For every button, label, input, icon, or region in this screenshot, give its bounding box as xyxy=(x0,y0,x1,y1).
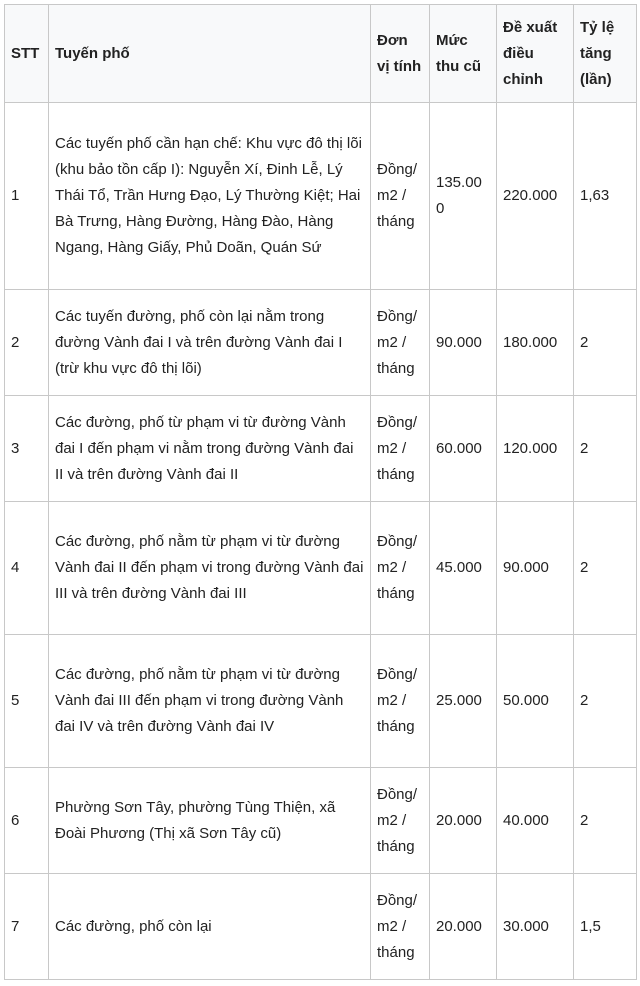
table-row xyxy=(5,103,637,290)
header-ratio: Tỷ lệ tăng (lần) xyxy=(574,5,637,103)
header-route: Tuyến phố xyxy=(49,5,371,103)
cell-unit: Đồng/ m2 / tháng xyxy=(371,502,430,635)
cell-stt: 7 xyxy=(5,874,49,980)
cell-proposed: 220.000 xyxy=(497,103,574,290)
cell-route: Các tuyến phố cần hạn chế: Khu vực đô thị lõi (khu bảo tồn cấp I): Nguyễn Xí, Đinh Lễ, Lý Thái Tổ, Trần Hưng Đạo, Lý Thường Kiệt; Hai Bà Trưng, Hàng Đường, Hàng Đào, Hàng Ngang, Hàng Giấy, Phủ Doãn, Quán Sứ xyxy=(49,103,371,290)
cell-old-rate: 25.000 xyxy=(430,635,497,768)
cell-proposed: 180.000 xyxy=(497,290,574,396)
cell-old-rate: 60.000 xyxy=(430,396,497,502)
table-body xyxy=(5,103,637,980)
fee-table xyxy=(4,4,637,980)
table-row xyxy=(5,290,637,396)
cell-stt: 5 xyxy=(5,635,49,768)
cell-route: Các tuyến đường, phố còn lại nằm trong đường Vành đai I và trên đường Vành đai I (trừ khu vực đô thị lõi) xyxy=(49,290,371,396)
table-row xyxy=(5,874,637,980)
header-row xyxy=(5,5,637,103)
cell-old-rate: 45.000 xyxy=(430,502,497,635)
table-row xyxy=(5,635,637,768)
header-stt: STT xyxy=(5,5,49,103)
cell-proposed: 30.000 xyxy=(497,874,574,980)
cell-old-rate: 20.000 xyxy=(430,768,497,874)
table-row xyxy=(5,396,637,502)
cell-old-rate: 20.000 xyxy=(430,874,497,980)
cell-ratio: 2 xyxy=(574,635,637,768)
cell-stt: 4 xyxy=(5,502,49,635)
cell-proposed: 40.000 xyxy=(497,768,574,874)
cell-ratio: 2 xyxy=(574,290,637,396)
cell-stt: 2 xyxy=(5,290,49,396)
header-old-rate: Mức thu cũ xyxy=(430,5,497,103)
cell-unit: Đồng/ m2 / tháng xyxy=(371,103,430,290)
cell-proposed: 50.000 xyxy=(497,635,574,768)
cell-unit: Đồng/ m2 / tháng xyxy=(371,768,430,874)
cell-ratio: 2 xyxy=(574,502,637,635)
cell-route: Phường Sơn Tây, phường Tùng Thiện, xã Đoài Phương (Thị xã Sơn Tây cũ) xyxy=(49,768,371,874)
table-row xyxy=(5,768,637,874)
table-row xyxy=(5,502,637,635)
table-header xyxy=(5,5,637,103)
cell-unit: Đồng/ m2 / tháng xyxy=(371,635,430,768)
cell-proposed: 120.000 xyxy=(497,396,574,502)
cell-unit: Đồng/ m2 / tháng xyxy=(371,874,430,980)
cell-stt: 3 xyxy=(5,396,49,502)
cell-proposed: 90.000 xyxy=(497,502,574,635)
cell-stt: 1 xyxy=(5,103,49,290)
cell-unit: Đồng/ m2 / tháng xyxy=(371,290,430,396)
cell-route: Các đường, phố nằm từ phạm vi từ đường Vành đai III đến phạm vi trong đường Vành đai IV và trên đường Vành đai IV xyxy=(49,635,371,768)
cell-route: Các đường, phố nằm từ phạm vi từ đường Vành đai II đến phạm vi trong đường Vành đai III và trên đường Vành đai III xyxy=(49,502,371,635)
header-unit: Đơn vị tính xyxy=(371,5,430,103)
cell-stt: 6 xyxy=(5,768,49,874)
cell-route: Các đường, phố còn lại xyxy=(49,874,371,980)
cell-route: Các đường, phố từ phạm vi từ đường Vành đai I đến phạm vi nằm trong đường Vành đai II và trên đường Vành đai II xyxy=(49,396,371,502)
cell-ratio: 1,63 xyxy=(574,103,637,290)
cell-unit: Đồng/ m2 / tháng xyxy=(371,396,430,502)
header-proposed: Đề xuất điều chỉnh xyxy=(497,5,574,103)
cell-ratio: 2 xyxy=(574,768,637,874)
cell-ratio: 2 xyxy=(574,396,637,502)
cell-old-rate: 90.000 xyxy=(430,290,497,396)
cell-ratio: 1,5 xyxy=(574,874,637,980)
cell-old-rate: 135.000 xyxy=(430,103,497,290)
